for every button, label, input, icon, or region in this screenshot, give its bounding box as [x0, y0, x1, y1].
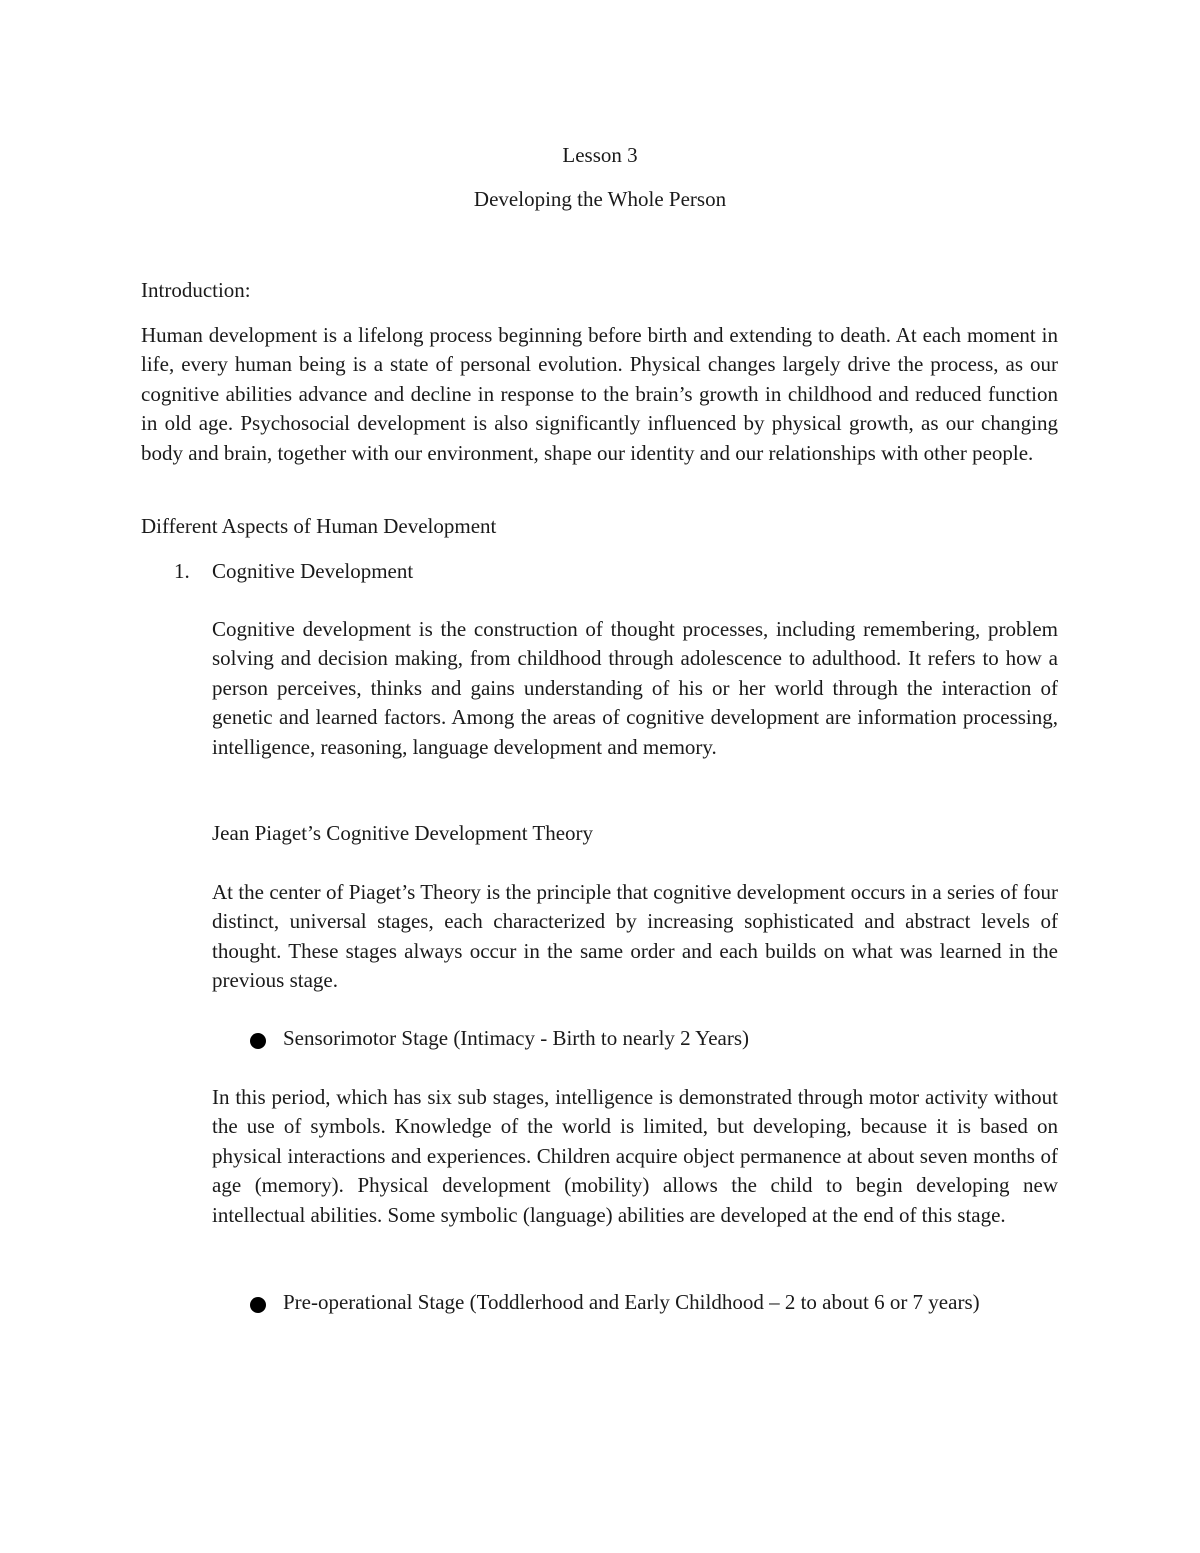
stage-2-label: Pre-operational Stage (Toddlerhood and Early Childhood – 2 to about 6 or 7 years) — [283, 1290, 980, 1314]
bullet-dot-icon — [250, 1033, 266, 1049]
intro-heading: Introduction: — [141, 278, 251, 302]
stage-1-paragraph: In this period, which has six sub stages, intelligence is demonstrated through motor activity without the use of symbols. Knowledge of the world is limited, but developing, because it is based on physical interactions and experiences. Children acquire object permanence at about seven months of age (memory). Physical development (mobility) allows the child to begin developing new intellectual abilities. Some symbolic (language) abilities are developed at the end of this stage. — [212, 1085, 1058, 1227]
cognitive-paragraph: Cognitive development is the construction of thought processes, including remembering, problem solving and decision making, from childhood through adolescence to adulthood. It refers to how a person perceives, thinks and gains understanding of his or her world through the interaction of genetic and learned factors. Among the areas of cognitive development are information processing, intelligence, reasoning, language development and memory. — [212, 617, 1058, 759]
stage-1-label: Sensorimotor Stage (Intimacy - Birth to nearly 2 Years) — [283, 1026, 749, 1050]
list-item-label: Cognitive Development — [212, 559, 414, 583]
piaget-heading: Jean Piaget’s Cognitive Development Theory — [212, 821, 594, 845]
lesson-label: Lesson 3 — [562, 143, 638, 167]
page-title: Developing the Whole Person — [473, 187, 727, 211]
intro-paragraph: Human development is a lifelong process beginning before birth and extending to death. At each moment in life, every human being is a state of personal evolution. Physical changes largely drive the process, as our cognitive abilities advance and decline in response to the brain’s growth in childhood and reduced function in old age. Psychosocial development is also significantly influenced by physical growth, as our changing body and brain, together with our environment, shape our identity and our relationships with other people. — [141, 323, 1058, 465]
bullet-dot-icon — [250, 1297, 266, 1313]
aspects-heading: Different Aspects of Human Development — [141, 514, 497, 538]
list-number: 1. — [174, 559, 190, 583]
piaget-paragraph: At the center of Piaget’s Theory is the principle that cognitive development occurs in a series of four distinct, universal stages, each characterized by increasing sophisticated and abstract levels of thought. These stages always occur in the same order and each builds on what was learned in the previous stage. — [212, 880, 1058, 993]
